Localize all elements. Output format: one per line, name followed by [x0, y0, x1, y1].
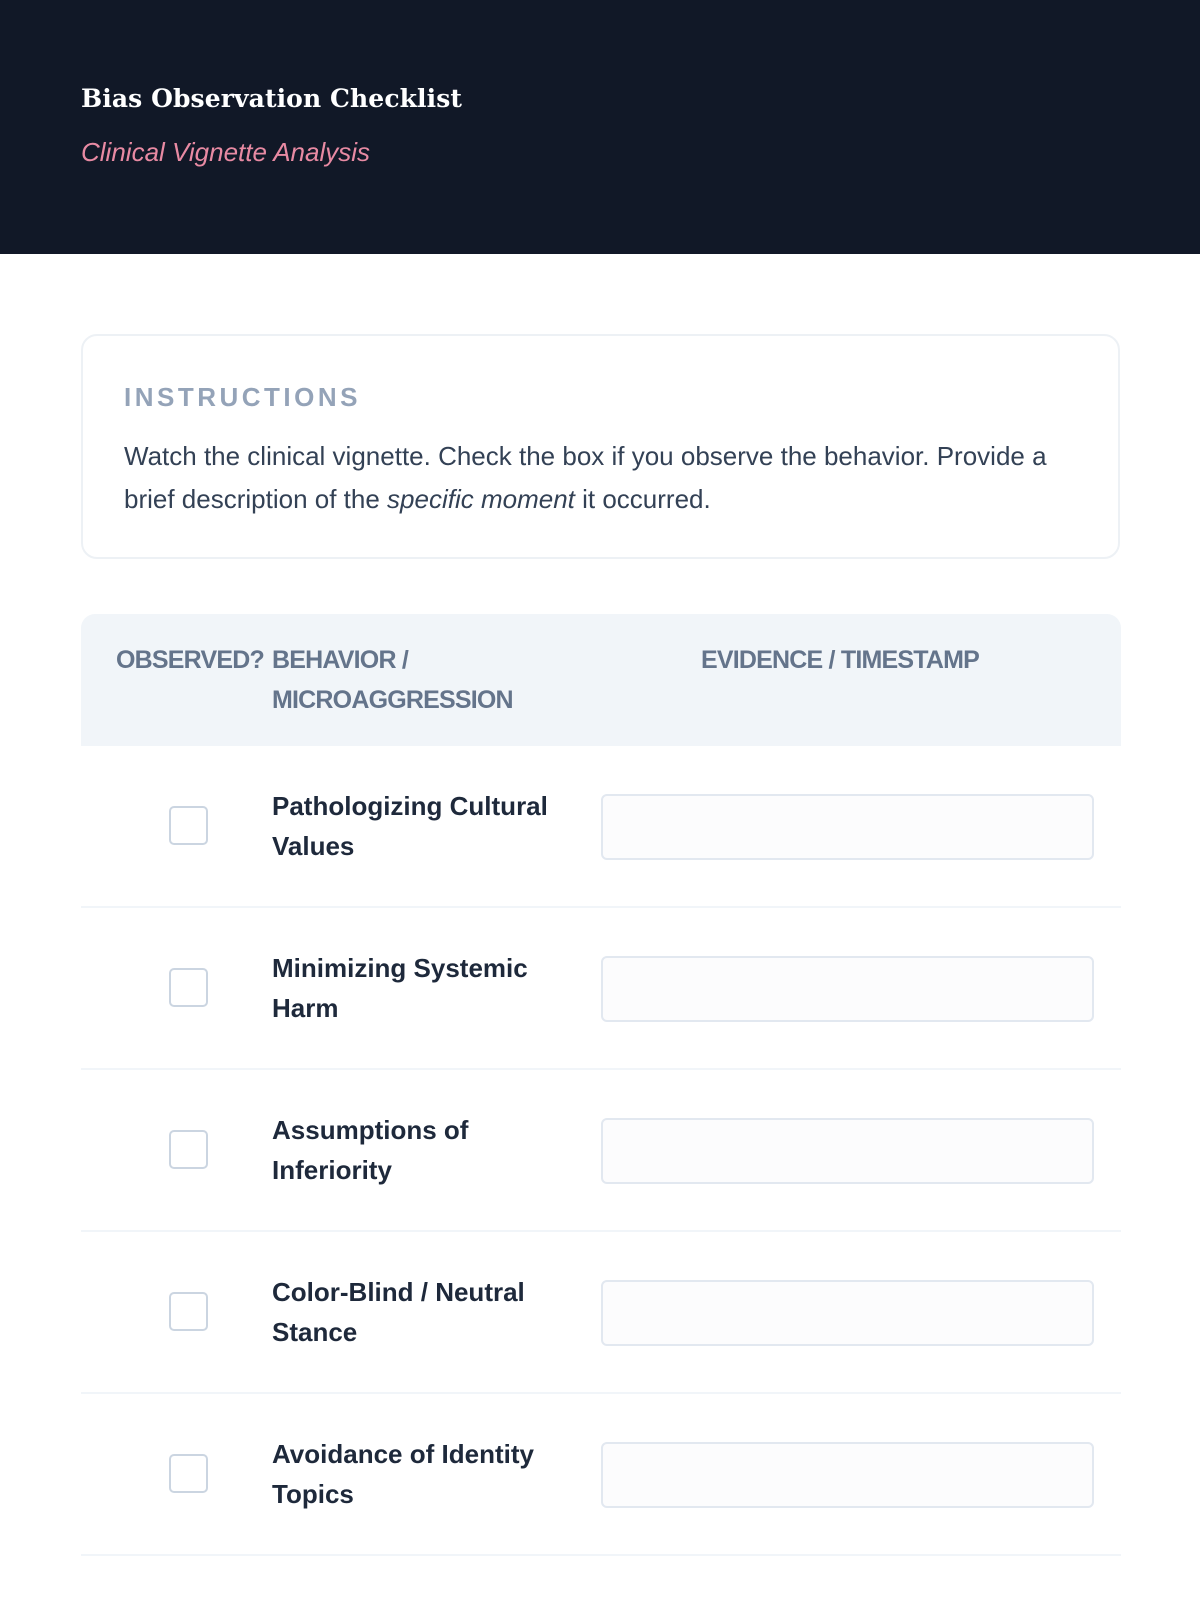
observed-checkbox[interactable] [169, 1292, 208, 1331]
behavior-label: Pathologizing Cultural Values [272, 791, 548, 861]
page-title: Bias Observation Checklist [81, 84, 463, 113]
page-subtitle: Clinical Vignette Analysis [81, 137, 371, 167]
behavior-label: Assumptions of Inferiority [272, 1115, 469, 1185]
instructions-text-part2: it occurred. [574, 484, 711, 514]
table-row [81, 1394, 1121, 1556]
column-header-observed: OBSERVED? [116, 646, 264, 674]
behavior-label: Minimizing Systemic Harm [272, 953, 528, 1023]
behavior-label: Color-Blind / Neutral Stance [272, 1277, 525, 1347]
page-header [0, 0, 1200, 254]
observed-checkbox[interactable] [169, 968, 208, 1007]
evidence-input[interactable] [601, 1280, 1094, 1346]
instructions-heading: INSTRUCTIONS [124, 382, 361, 412]
observed-checkbox[interactable] [169, 806, 208, 845]
table-row [81, 1070, 1121, 1232]
instructions-text-part1: Watch the clinical vignette. Check the box if you observe the behavior. Provide a brief description of the [124, 441, 1047, 514]
table-header [81, 614, 1121, 746]
checklist-table [81, 614, 1121, 1556]
observed-checkbox[interactable] [169, 1130, 208, 1169]
evidence-input[interactable] [601, 794, 1094, 860]
evidence-input[interactable] [601, 1118, 1094, 1184]
instructions-card [81, 334, 1120, 559]
table-row [81, 908, 1121, 1070]
behavior-label: Avoidance of Identity Topics [272, 1439, 534, 1509]
evidence-input[interactable] [601, 1442, 1094, 1508]
instructions-text-emphasis: specific moment [387, 484, 575, 514]
table-row [81, 1232, 1121, 1394]
evidence-input[interactable] [601, 956, 1094, 1022]
column-header-behavior: BEHAVIOR / MICROAGGRESSION [272, 646, 513, 714]
column-header-evidence: EVIDENCE / TIMESTAMP [701, 646, 980, 674]
instructions-text [124, 435, 1078, 521]
table-row [81, 746, 1121, 908]
observed-checkbox[interactable] [169, 1454, 208, 1493]
